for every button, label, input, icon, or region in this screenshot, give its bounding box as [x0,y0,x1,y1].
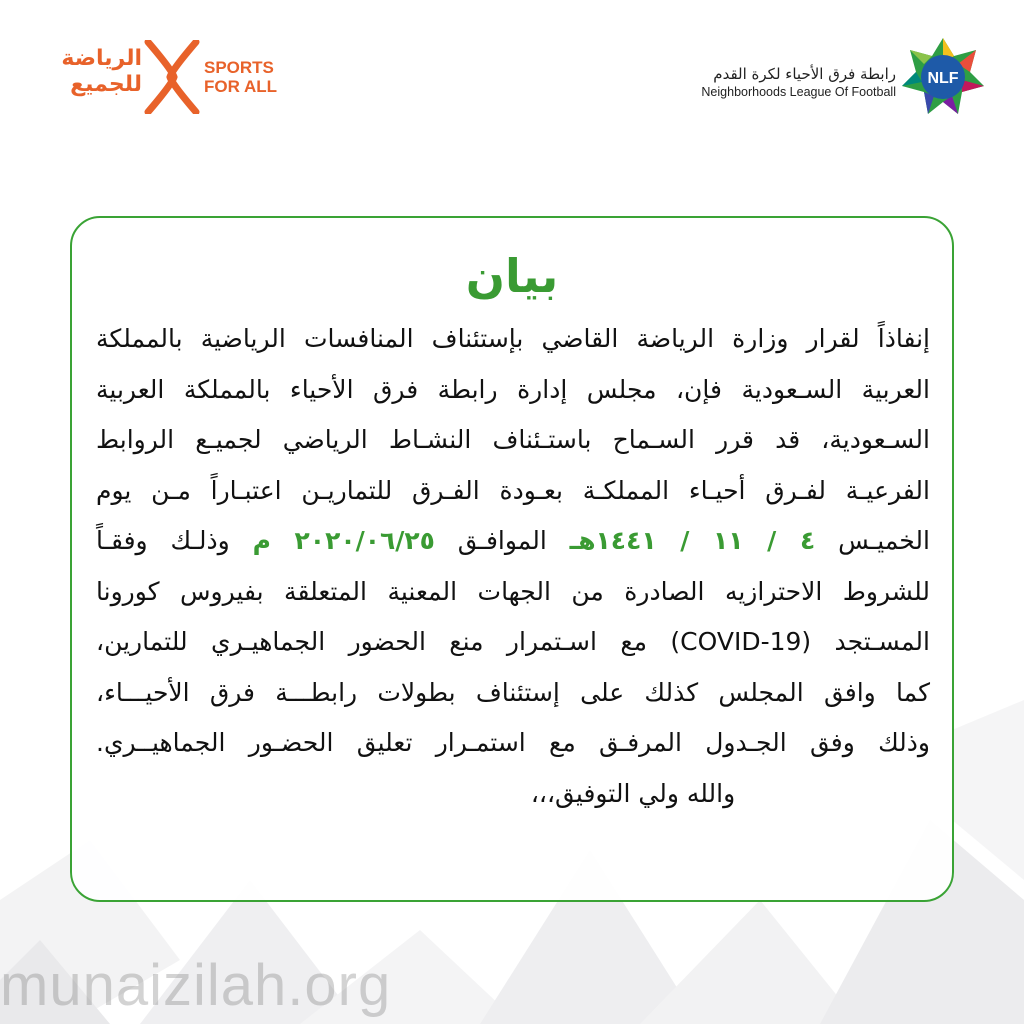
nlf-badge-text: NLF [927,70,959,87]
gregorian-date: ٢٠٢٠/٠٦/٢٥ م [252,526,435,555]
statement-title: بيان [465,249,559,303]
statement-line: إنفاذاً لقرار وزارة الرياضة القاضي بإستئناف المنافسات الرياضية بالمملكة [96,324,930,353]
sports-for-all-english [204,58,277,96]
statement-line: السـعودية، قد قرر السـماح باستـئناف النشـاط الرياضي لجميـع الروابط [96,425,930,454]
statement-line: وذلك وفق الجـدول المرفـق مع استمـرار تعليق الحضـور الجماهيــري. [96,728,930,757]
sports-for-all-arabic-line1: الرياضة [61,46,142,71]
statement-line: للشروط الاحترازيه الصادرة من الجهات المعنية المتعلقة بفيروس كورونا [96,576,930,606]
statement-line: المسـتجد (COVID-19) مع اسـتمرار منع الحضور الجماهيـري للتمارين، [96,627,930,656]
site-watermark: munaizilah.org [0,953,392,1018]
nlf-english-name: Neighborhoods League Of Football [701,85,896,99]
sports-for-all-arabic-line2: للجميع [70,72,142,97]
nlf-name-block [701,64,896,100]
nlf-logo [686,34,986,120]
nlf-star-badge-icon [900,34,986,120]
hijri-date: ٤ / ١١ / ١٤٤١هـ [569,526,816,555]
date-line-suffix: وذلـك وفقـاً [96,526,230,555]
statement-closing: والله ولي التوفيق،،، [530,778,736,808]
statement-line: كما وافق المجلس كذلك على إستئناف بطولات رابطـــة فرق الأحيـــاء، [96,677,930,707]
statement-line: العربية السـعودية فإن، مجلس إدارة رابطة فرق الأحياء بالمملكة العربية [96,374,930,404]
sports-for-all-english-line2: FOR ALL [204,77,278,96]
sports-for-all-english-line1: SPORTS [204,58,274,77]
statement-card [70,216,954,902]
nlf-arabic-name: رابطة فرق الأحياء لكرة القدم [713,65,896,83]
date-line-prefix: الخميـس [838,526,930,555]
statement-body [96,314,930,819]
sports-for-all-logo [52,40,292,114]
date-line-middle: الموافـق [457,526,547,555]
statement-line: الفرعيـة لفـرق أحيـاء المملكـة بعـودة الفـرق للتماريـن اعتبـاراً مـن يوم [96,475,930,505]
sports-for-all-x-icon [144,40,200,114]
statement-date-line [96,516,930,567]
sports-for-all-arabic [56,46,142,98]
